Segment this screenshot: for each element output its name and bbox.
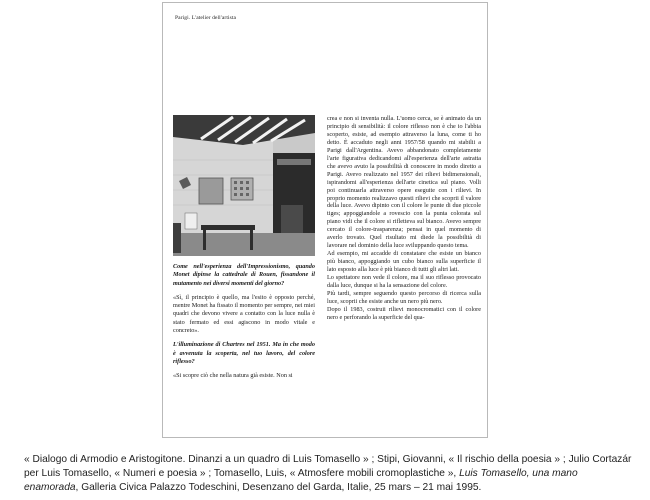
caption-text-end: , Galleria Civica Palazzo Todeschini, Desenzano del Garda, Italie, 25 mars – 21 mai 1995.	[75, 482, 482, 493]
interview-question-1: Come nell'esperienza dell'Impressionismo, quando Monet dipinse la cattedrale di Rouen, fissandone il mutamento nei diversi momenti del giorno?	[173, 263, 315, 287]
citation-caption	[24, 453, 634, 495]
body-paragraph: crea e non si inventa nulla. L'uomo cerca, se è animato da un principio di sensibilità: il colore riflesso non è che io l'abbia scoperto, esiste, ad esempio attraverso la luna, come ti ho detto. È accaduto negli anni 1957/58 quando mi stabilii a Parigi dall'Argentina. Avevo abbandonato completamente l'arte figurativa dedicandomi all'esperienza dell'arte astratta che avevo avuto la possibilità di conoscere in modo diretto a Parigi. Avevo realizzato nel 1957 dei rilievi bidimensionali, ispirandomi all'esperienza dell'arte cinetica sul piano. Volli poi continuarla attraverso opere eseguite con i rilievi. In proprio momento realizzavo questi rilievi che scoprii il valore della luce. Avevo dipinto con il colore le punte di due piccole tiges; appoggiandole a rovescio con la punta colorata sul piano vidi che il colore si rifletteva sul bianco. Avevo sempre cercato il colore-trasparenza; pensai in quel momento di averlo trovato. Quel risultato mi diede la possibilità di lavorare nel dominio della luce sviluppando questo tema.	[327, 115, 481, 250]
caption-book-title: Luis Tomasello, una mano enamorada	[24, 468, 578, 493]
right-text-column	[327, 115, 481, 322]
body-paragraph: Ad esempio, mi accadde di constatare che esiste un bianco più bianco, appoggiando un cubo bianco sulla superficie il lato esposto alla luce è più bianco di tutti gli altri lati.	[327, 250, 481, 274]
interview-answer-1: «Sì, il principio è quello, ma l'esito è opposto perché, mentre Monet ha fissato il momento per sempre, nei miei quadri che devono vivere a contatto con la luce nulla è stato fermato ed essi agiscono in modo vitale e concreto».	[173, 293, 315, 335]
atelier-photo	[173, 115, 315, 256]
scanned-book-page	[162, 2, 488, 438]
atelier-photo-drawing	[173, 115, 315, 256]
body-paragraph: Più tardi, sempre seguendo questo percorso di ricerca sulla luce, scoprii che esiste anche un nero più nero.	[327, 289, 481, 305]
caption-text: « Dialogo di Armodio e Aristogitone. Dinanzi a un quadro di Luis Tomasello » ; Stipi, Giovanni, « Il rischio della poesia » ; Julio Cortazár per Luis Tomasello, « Numeri e poesia » ; Tomasello, Luis, « Atmosfere mobili cromoplastiche »,	[24, 454, 632, 479]
body-paragraph: Lo spettatore non vede il colore, ma il suo riflesso provocato dalla luce, dunque si ha la sensazione del colore.	[327, 274, 481, 290]
interview-question-2: L'illuminazione di Chartres nel 1951. Ma in che modo è avvenuta la scoperta, nel tuo lavoro, del colore riflesso?	[173, 341, 315, 365]
body-paragraph: Dopo il 1983, costruii rilievi monocromatici con il colore nero e perforando la superficie del qua-	[327, 305, 481, 321]
left-text-column	[173, 263, 315, 387]
running-head: Parigi. L'atelier dell'artista	[175, 15, 237, 21]
interview-answer-2-start: «Si scopre ciò che nella natura già esiste. Non si	[173, 372, 293, 380]
